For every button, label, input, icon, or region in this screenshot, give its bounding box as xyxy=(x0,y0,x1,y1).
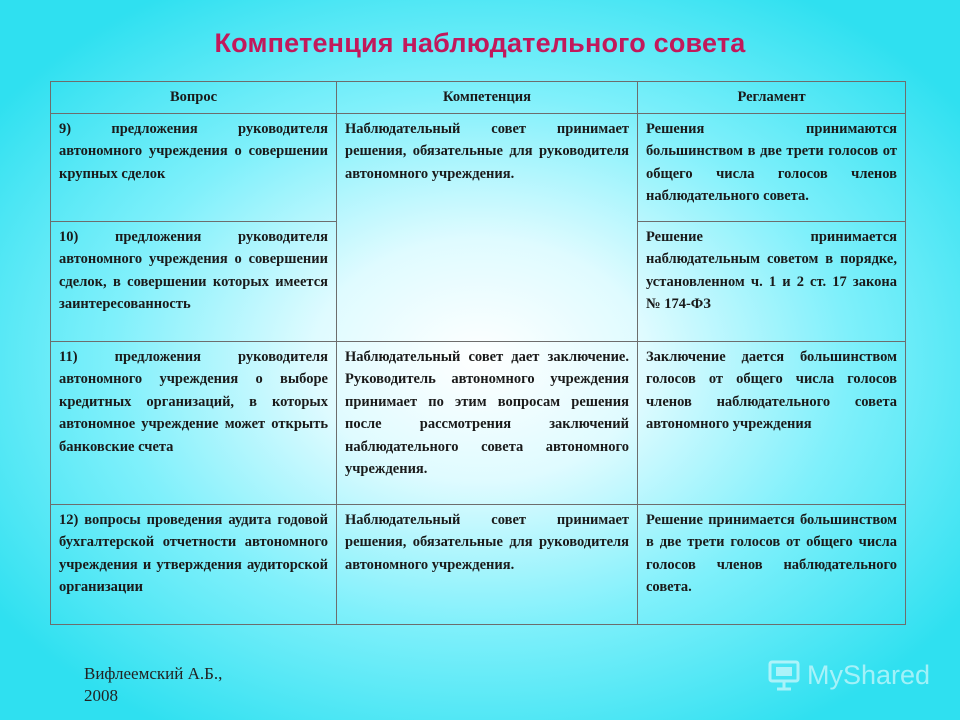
footer-credit xyxy=(84,663,222,707)
table-row xyxy=(51,504,906,624)
competence-table xyxy=(50,81,906,625)
regulation-cell: Заключение дается большинством голосов от общего числа голосов членов наблюдательного совета автономного учреждения xyxy=(638,341,906,504)
table-row xyxy=(51,341,906,504)
competence-cell: Наблюдательный совет принимает решения, обязательные для руководителя автономного учреждения. xyxy=(337,113,638,341)
column-header-question: Вопрос xyxy=(51,82,337,114)
page-title: Компетенция наблюдательного совета xyxy=(214,28,746,58)
question-cell: 10) предложения руководителя автономного учреждения о совершении сделок, в совершении которых имеется заинтересованность xyxy=(51,221,337,341)
regulation-cell: Решение принимается наблюдательным советом в порядке, установленном ч. 1 и 2 ст. 17 закона № 174-ФЗ xyxy=(638,221,906,341)
regulation-cell: Решение принимается большинством в две трети голосов от общего числа голосов членов наблюдательного совета. xyxy=(638,504,906,624)
table-header-row xyxy=(51,82,906,114)
question-cell: 9) предложения руководителя автономного учреждения о совершении крупных сделок xyxy=(51,113,337,221)
watermark-text: MyShared xyxy=(807,659,931,690)
table-row xyxy=(51,113,906,221)
presentation-board-icon xyxy=(767,658,801,692)
column-header-competence: Компетенция xyxy=(337,82,638,114)
question-cell: 12) вопросы проведения аудита годовой бухгалтерской отчетности автономного учреждения и утверждения аудиторской организации xyxy=(51,504,337,624)
question-cell: 11) предложения руководителя автономного учреждения о выборе кредитных организаций, в которых автономное учреждение может открыть банковские счета xyxy=(51,341,337,504)
competence-cell: Наблюдательный совет принимает решения, обязательные для руководителя автономного учреждения. xyxy=(337,504,638,624)
competence-cell: Наблюдательный совет дает заключение. Руководитель автономного учреждения принимает по этим вопросам решения после рассмотрения заключений наблюдательного совета автономного учреждения. xyxy=(337,341,638,504)
column-header-regulation: Регламент xyxy=(638,82,906,114)
regulation-cell: Решения принимаются большинством в две трети голосов от общего числа голосов членов наблюдательного совета. xyxy=(638,113,906,221)
footer-author: Вифлеемский А.Б., xyxy=(84,664,223,683)
footer-year: 2008 xyxy=(84,686,118,705)
watermark xyxy=(767,657,930,693)
